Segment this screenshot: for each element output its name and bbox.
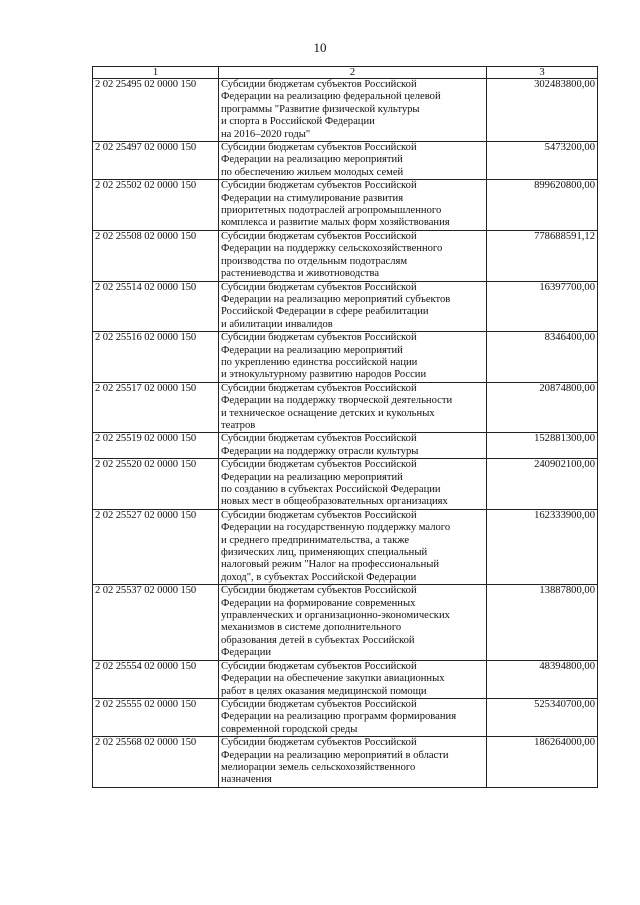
row-amount: 778688591,12 [487, 230, 598, 281]
table-row [93, 281, 598, 332]
budget-code: 2 02 25527 02 0000 150 [93, 509, 219, 584]
budget-code: 2 02 25517 02 0000 150 [93, 382, 219, 433]
budget-code: 2 02 25554 02 0000 150 [93, 660, 219, 698]
row-amount: 16397700,00 [487, 281, 598, 332]
column-header-code: 1 [93, 67, 219, 79]
row-description: Субсидии бюджетам субъектов Российской Федерации на поддержку сельскохозяйственного производства по отдельным подотраслям растениеводства и животноводства [219, 230, 487, 281]
budget-code: 2 02 25508 02 0000 150 [93, 230, 219, 281]
budget-code: 2 02 25514 02 0000 150 [93, 281, 219, 332]
table-row [93, 180, 598, 231]
table-row [93, 737, 598, 788]
table-row [93, 332, 598, 383]
row-description: Субсидии бюджетам субъектов Российской Федерации на реализацию мероприятий субъектов Российской Федерации в сфере реабилитации и абилитации инвалидов [219, 281, 487, 332]
row-description: Субсидии бюджетам субъектов Российской Федерации на реализацию мероприятий по укреплению единства российской нации и этнокультурному развитию народов России [219, 332, 487, 383]
budget-code: 2 02 25520 02 0000 150 [93, 459, 219, 510]
column-header-description: 2 [219, 67, 487, 79]
row-description: Субсидии бюджетам субъектов Российской Федерации на реализацию мероприятий в области мелиорации земель сельскохозяйственного назначения [219, 737, 487, 788]
row-amount: 20874800,00 [487, 382, 598, 433]
budget-code: 2 02 25555 02 0000 150 [93, 698, 219, 736]
row-description: Субсидии бюджетам субъектов Российской Федерации на стимулирование развития приоритетных подотраслей агропромышленного комплекса и развитие малых форм хозяйствования [219, 180, 487, 231]
row-amount: 13887800,00 [487, 585, 598, 660]
row-amount: 162333900,00 [487, 509, 598, 584]
budget-code: 2 02 25568 02 0000 150 [93, 737, 219, 788]
row-description: Субсидии бюджетам субъектов Российской Федерации на формирование современных управленческих и организационно-экономических механизмов в системе дополнительного образования детей в субъектах Российской Федерации [219, 585, 487, 660]
table-row [93, 585, 598, 660]
budget-code: 2 02 25495 02 0000 150 [93, 79, 219, 142]
row-amount: 302483800,00 [487, 79, 598, 142]
table-row [93, 79, 598, 142]
row-description: Субсидии бюджетам субъектов Российской Федерации на реализацию мероприятий по обеспечению жильем молодых семей [219, 142, 487, 180]
table-row [93, 698, 598, 736]
table-row [93, 230, 598, 281]
header-row [93, 67, 598, 79]
budget-code: 2 02 25519 02 0000 150 [93, 433, 219, 459]
table-row [93, 382, 598, 433]
budget-code: 2 02 25516 02 0000 150 [93, 332, 219, 383]
budget-code: 2 02 25537 02 0000 150 [93, 585, 219, 660]
table-row [93, 142, 598, 180]
row-description: Субсидии бюджетам субъектов Российской Федерации на поддержку отрасли культуры [219, 433, 487, 459]
page-number: 10 [313, 40, 327, 55]
row-description: Субсидии бюджетам субъектов Российской Федерации на поддержку творческой деятельности и техническое оснащение детских и кукольных театров [219, 382, 487, 433]
table-row [93, 459, 598, 510]
table-row [93, 509, 598, 584]
row-amount: 48394800,00 [487, 660, 598, 698]
budget-code: 2 02 25497 02 0000 150 [93, 142, 219, 180]
row-description: Субсидии бюджетам субъектов Российской Федерации на реализацию федеральной целевой программы "Развитие физической культуры и спорта в Российской Федерации на 2016–2020 годы" [219, 79, 487, 142]
budget-table [92, 66, 598, 788]
budget-code: 2 02 25502 02 0000 150 [93, 180, 219, 231]
row-amount: 240902100,00 [487, 459, 598, 510]
row-amount: 152881300,00 [487, 433, 598, 459]
row-amount: 8346400,00 [487, 332, 598, 383]
row-description: Субсидии бюджетам субъектов Российской Федерации на государственную поддержку малого и среднего предпринимательства, а также физических лиц, применяющих специальный налоговый режим "Налог на профессиональный доход", в субъектах Российской Федерации [219, 509, 487, 584]
row-amount: 186264000,00 [487, 737, 598, 788]
row-amount: 5473200,00 [487, 142, 598, 180]
row-description: Субсидии бюджетам субъектов Российской Федерации на реализацию мероприятий по созданию в субъектах Российской Федерации новых мест в общеобразовательных организациях [219, 459, 487, 510]
column-header-amount: 3 [487, 67, 598, 79]
row-amount: 525340700,00 [487, 698, 598, 736]
table-header [93, 67, 598, 79]
table-row [93, 433, 598, 459]
table-row [93, 660, 598, 698]
row-description: Субсидии бюджетам субъектов Российской Федерации на обеспечение закупки авиационных работ в целях оказания медицинской помощи [219, 660, 487, 698]
row-amount: 899620800,00 [487, 180, 598, 231]
row-description: Субсидии бюджетам субъектов Российской Федерации на реализацию программ формирования современной городской среды [219, 698, 487, 736]
